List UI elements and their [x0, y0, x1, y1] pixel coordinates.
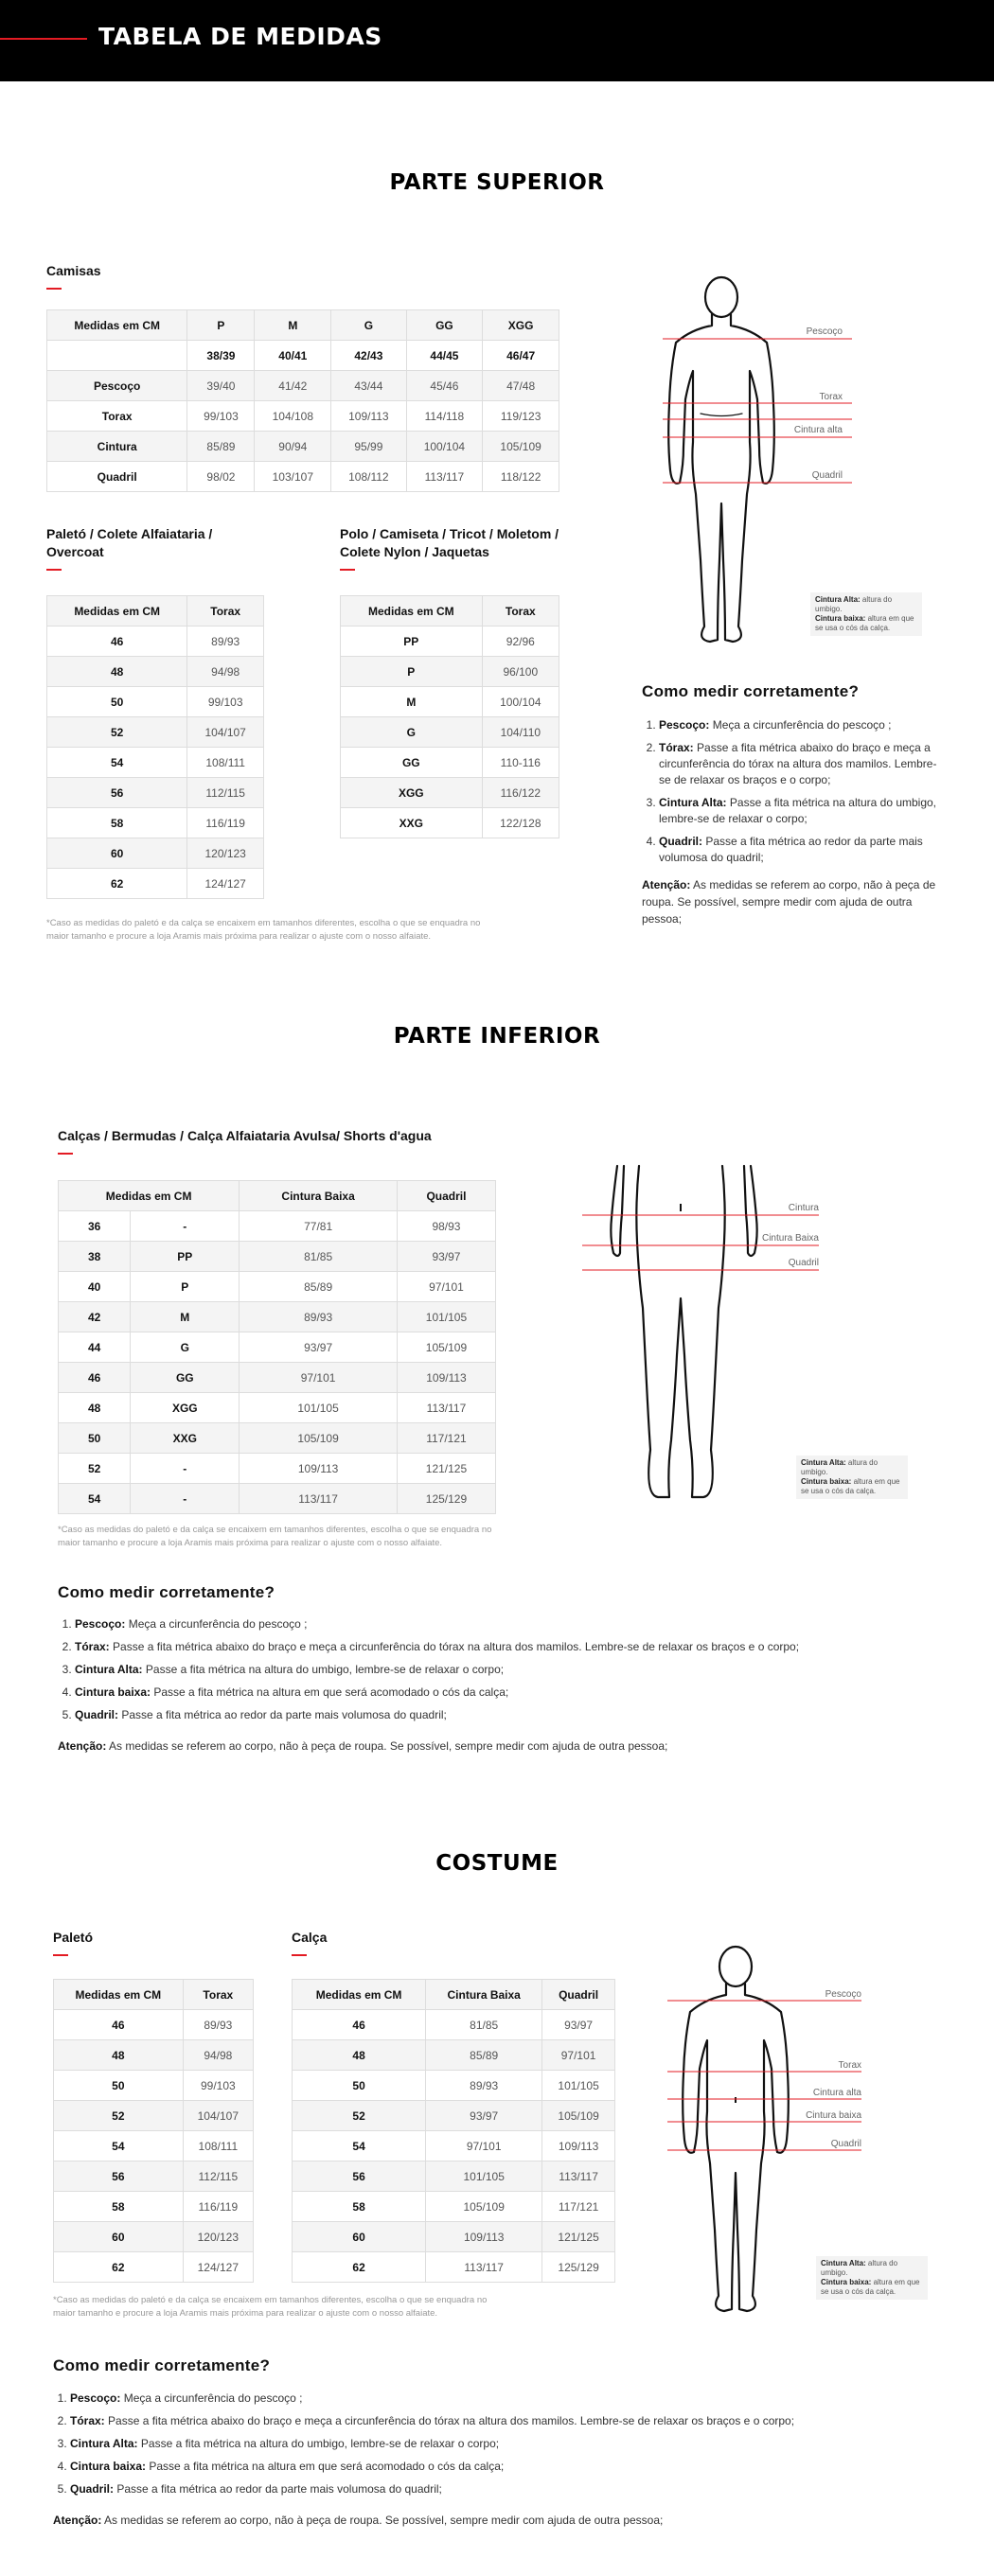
table-cell: 58 — [293, 2192, 426, 2222]
table-cell: 48 — [293, 2040, 426, 2071]
table-row — [47, 657, 264, 687]
table-cell: 97/101 — [426, 2131, 542, 2161]
table-row — [293, 2071, 615, 2101]
table-cell: 105/109 — [397, 1332, 495, 1363]
table-cell: 40 — [59, 1272, 131, 1302]
table-cell: 124/127 — [187, 869, 264, 899]
table-cell: 89/93 — [426, 2071, 542, 2101]
table-cell: 56 — [54, 2161, 184, 2192]
table-header-row — [59, 1181, 496, 1211]
table-paleto — [46, 595, 264, 899]
table-cell: XXG — [341, 808, 483, 838]
label-pescoco: Pescoço — [806, 326, 843, 337]
table-cell: 89/93 — [240, 1302, 398, 1332]
table-cell: 50 — [293, 2071, 426, 2101]
table-cell: 93/97 — [240, 1332, 398, 1363]
table-cell: 44 — [59, 1332, 131, 1363]
table-row — [59, 1211, 496, 1242]
subtitle-camisas: Camisas — [46, 262, 330, 290]
subtitle-polo: Polo / Camiseta / Tricot / Moletom / Colete Nylon / Jaquetas — [340, 525, 567, 571]
table-row — [54, 2040, 254, 2071]
table-cell: 58 — [54, 2192, 184, 2222]
page-header — [0, 0, 994, 81]
table-cell: 60 — [47, 838, 187, 869]
table-cell: 81/85 — [426, 2010, 542, 2040]
table-row: 38/39 40/41 42/43 44/45 46/47 — [47, 341, 559, 371]
table-row — [59, 1302, 496, 1332]
table-cell: 52 — [293, 2101, 426, 2131]
header-accent-line — [0, 38, 87, 40]
table-cell: 89/93 — [187, 626, 264, 657]
table-row — [59, 1242, 496, 1272]
label-cintura-baixa: Cintura Baixa — [761, 1233, 819, 1244]
table-row — [54, 2071, 254, 2101]
table-costume-calca — [292, 1979, 615, 2283]
table-camisas — [46, 309, 559, 492]
table-cell: 113/117 — [240, 1484, 398, 1514]
subtitle-costume-paleto: Paletó — [53, 1929, 93, 1956]
body-outline — [683, 1947, 789, 2311]
table-cell: 77/81 — [240, 1211, 398, 1242]
table-row: Quadril 98/02 103/107 108/112 113/117 118/122 — [47, 462, 559, 492]
table-row — [293, 2161, 615, 2192]
table-cell: P — [131, 1272, 240, 1302]
table-cell: 92/96 — [482, 626, 559, 657]
page-title: TABELA DE MEDIDAS — [98, 23, 382, 50]
howto-list-costume — [53, 2391, 933, 2504]
table-row — [47, 778, 264, 808]
table-header-cell: Torax — [482, 596, 559, 626]
table-cell: 109/113 — [240, 1454, 398, 1484]
table-cell: 54 — [293, 2131, 426, 2161]
table-row — [59, 1332, 496, 1363]
table-cell: P — [341, 657, 483, 687]
table-cell: 121/125 — [542, 2222, 615, 2252]
table-cell: 58 — [47, 808, 187, 838]
table-cell: 52 — [59, 1454, 131, 1484]
table-cell: 46 — [293, 2010, 426, 2040]
attention-note-costume: Atenção: As medidas se referem ao corpo, não à peça de roupa. Se possível, sempre medir com ajuda de outra pessoa; — [53, 2514, 664, 2527]
list-item: 4. Cintura baixa: Passe a fita métrica na altura em que será acomodado o cós da calça; — [75, 1685, 938, 1701]
section-title-superior: PARTE SUPERIOR — [389, 170, 605, 195]
table-cell: - — [131, 1454, 240, 1484]
table-row — [54, 2131, 254, 2161]
table-row — [293, 2010, 615, 2040]
table-cell: 101/105 — [397, 1302, 495, 1332]
table-cell: 117/121 — [542, 2192, 615, 2222]
table-header-row — [54, 1980, 254, 2010]
table-cell: 38 — [59, 1242, 131, 1272]
howto-list-superior — [642, 717, 947, 873]
table-cell: 104/107 — [183, 2101, 253, 2131]
table-row — [341, 626, 559, 657]
table-cell: 96/100 — [482, 657, 559, 687]
subtitle-calcas: Calças / Bermudas / Calça Alfaiataria Avulsa/ Shorts d'agua — [58, 1127, 493, 1155]
table-cell: 94/98 — [187, 657, 264, 687]
table-cell: 54 — [59, 1484, 131, 1514]
table-header-cell: Medidas em CM — [59, 1181, 240, 1211]
table-cell: 62 — [293, 2252, 426, 2283]
table-row — [59, 1363, 496, 1393]
table-cell: 54 — [47, 748, 187, 778]
label-torax: Torax — [819, 392, 843, 402]
table-cell: G — [131, 1332, 240, 1363]
table-cell: 125/129 — [397, 1484, 495, 1514]
table-cell: 100/104 — [482, 687, 559, 717]
table-cell: 98/93 — [397, 1211, 495, 1242]
table-cell: 46 — [54, 2010, 184, 2040]
list-item: 2. Tórax: Passe a fita métrica abaixo do braço e meça a circunferência do tórax na altura dos mamilos. Lembre-se de relaxar os braços e o corpo; — [75, 1639, 938, 1655]
table-cell: 52 — [47, 717, 187, 748]
table-cell: 109/113 — [542, 2131, 615, 2161]
table-cell: 97/101 — [542, 2040, 615, 2071]
list-item: 1. Pescoço: Meça a circunferência do pescoço ; — [75, 1616, 938, 1632]
table-cell: 48 — [47, 657, 187, 687]
table-header-cell: Medidas em CM — [54, 1980, 184, 2010]
table-row — [341, 808, 559, 838]
table-cell: 105/109 — [240, 1423, 398, 1454]
table-row — [59, 1272, 496, 1302]
list-item: 3. Cintura Alta: Passe a fita métrica na altura do umbigo, lembre-se de relaxar o corpo; — [70, 2436, 933, 2452]
table-header-cell: Medidas em CM — [47, 596, 187, 626]
figure-note: Cintura Alta: altura do umbigo. Cintura baixa: altura em que se usa o cós da calça. — [796, 1456, 908, 1499]
table-row — [341, 778, 559, 808]
table-row — [47, 626, 264, 657]
table-cell: 109/113 — [426, 2222, 542, 2252]
table-header-cell: Medidas em CM — [341, 596, 483, 626]
label-cintura-alta: Cintura alta — [812, 2088, 861, 2098]
table-cell: 116/119 — [183, 2192, 253, 2222]
table-cell: - — [131, 1484, 240, 1514]
table-header-cell: Torax — [183, 1980, 253, 2010]
table-cell: 121/125 — [397, 1454, 495, 1484]
table-cell: 50 — [59, 1423, 131, 1454]
footnote: *Caso as medidas do paletó e da calça se encaixem em tamanhos diferentes, escolha o que se enquadra no maior tamanho e procure a loja Aramis mais próxima para realizar o ajuste com o nosso alfaiate. — [53, 2295, 488, 2319]
table-row — [341, 717, 559, 748]
table-cell: 124/127 — [183, 2252, 253, 2283]
table-cell: 101/105 — [240, 1393, 398, 1423]
section-title-costume: COSTUME — [435, 1851, 559, 1876]
table-row — [54, 2101, 254, 2131]
table-cell: XGG — [131, 1393, 240, 1423]
table-cell: 110-116 — [482, 748, 559, 778]
table-cell: 81/85 — [240, 1242, 398, 1272]
list-item: 4. Cintura baixa: Passe a fita métrica na altura em que será acomodado o cós da calça; — [70, 2459, 933, 2475]
table-row — [293, 2252, 615, 2283]
table-cell: 62 — [54, 2252, 184, 2283]
attention-note-inferior: Atenção: As medidas se referem ao corpo, não à peça de roupa. Se possível, sempre medir com ajuda de outra pessoa; — [58, 1739, 668, 1753]
table-row: Medidas em CM P M G GG XGG — [47, 310, 559, 341]
table-header-cell: Medidas em CM — [293, 1980, 426, 2010]
subtitle-costume-calca: Calça — [292, 1929, 327, 1956]
table-cell: 108/111 — [183, 2131, 253, 2161]
table-header-cell: Quadril — [397, 1181, 495, 1211]
table-header-cell: Cintura Baixa — [426, 1980, 542, 2010]
howto-title-superior: Como medir corretamente? — [642, 682, 860, 700]
table-cell: 93/97 — [426, 2101, 542, 2131]
list-item: 5. Quadril: Passe a fita métrica ao redor da parte mais volumosa do quadril; — [70, 2481, 933, 2497]
table-cell: 85/89 — [240, 1272, 398, 1302]
table-cell: 60 — [293, 2222, 426, 2252]
table-cell: 101/105 — [542, 2071, 615, 2101]
table-cell: 120/123 — [183, 2222, 253, 2252]
table-cell: 52 — [54, 2101, 184, 2131]
table-cell: 113/117 — [542, 2161, 615, 2192]
table-row — [54, 2161, 254, 2192]
table-cell: 54 — [54, 2131, 184, 2161]
table-row: Pescoço 39/40 41/42 43/44 45/46 47/48 — [47, 371, 559, 401]
table-cell: 97/101 — [397, 1272, 495, 1302]
table-cell: 112/115 — [187, 778, 264, 808]
list-item: 5. Quadril: Passe a fita métrica ao redor da parte mais volumosa do quadril; — [75, 1707, 938, 1723]
table-header-cell: Cintura Baixa — [240, 1181, 398, 1211]
label-cintura-alta: Cintura alta — [793, 425, 843, 435]
table-cell: PP — [341, 626, 483, 657]
table-cell: 101/105 — [426, 2161, 542, 2192]
table-header-row — [47, 596, 264, 626]
table-row — [54, 2222, 254, 2252]
label-pescoco: Pescoço — [825, 1989, 861, 2000]
table-cell: M — [341, 687, 483, 717]
table-row — [47, 838, 264, 869]
table-cell: 46 — [47, 626, 187, 657]
table-row — [54, 2192, 254, 2222]
table-row — [47, 717, 264, 748]
table-cell: 104/110 — [482, 717, 559, 748]
list-item: 3. Cintura Alta: Passe a fita métrica na altura do umbigo, lembre-se de relaxar o corpo; — [75, 1662, 938, 1678]
howto-list-inferior — [58, 1616, 938, 1730]
figure-note: Cintura Alta: altura do umbigo. Cintura baixa: altura em que se usa o cós da calça. — [810, 592, 922, 636]
table-cell: 85/89 — [426, 2040, 542, 2071]
table-cell: 116/119 — [187, 808, 264, 838]
attention-note-superior: Atenção: As medidas se referem ao corpo, não à peça de roupa. Se possível, sempre medir com ajuda de outra pessoa; — [642, 878, 936, 926]
table-cell: 89/93 — [183, 2010, 253, 2040]
list-item: 3. Cintura Alta: Passe a fita métrica na altura do umbigo, lembre-se de relaxar o corpo; — [659, 795, 947, 827]
table-cell: GG — [341, 748, 483, 778]
list-item: 2. Tórax: Passe a fita métrica abaixo do braço e meça a circunferência do tórax na altura dos mamilos. Lembre-se de relaxar os braços e o corpo; — [659, 740, 947, 788]
table-cell: 105/109 — [426, 2192, 542, 2222]
table-cell: GG — [131, 1363, 240, 1393]
table-cell: 50 — [47, 687, 187, 717]
table-cell: 62 — [47, 869, 187, 899]
howto-title-costume: Como medir corretamente? — [53, 2356, 271, 2374]
list-item: 1. Pescoço: Meça a circunferência do pescoço ; — [659, 717, 947, 733]
table-row — [293, 2222, 615, 2252]
table-cell: 56 — [293, 2161, 426, 2192]
figure-note: Cintura Alta: altura do umbigo. Cintura baixa: altura em que se usa o cós da calça. — [816, 2256, 928, 2300]
table-row — [59, 1454, 496, 1484]
table-row — [341, 687, 559, 717]
table-row — [293, 2040, 615, 2071]
label-quadril: Quadril — [811, 470, 843, 481]
table-costume-paleto — [53, 1979, 254, 2283]
table-header-row — [293, 1980, 615, 2010]
list-item: 4. Quadril: Passe a fita métrica ao redor da parte mais volumosa do quadril; — [659, 834, 947, 866]
table-cell: 125/129 — [542, 2252, 615, 2283]
table-cell: XXG — [131, 1423, 240, 1454]
table-row — [47, 687, 264, 717]
table-row — [47, 808, 264, 838]
table-cell: 120/123 — [187, 838, 264, 869]
table-header-cell: Quadril — [542, 1980, 615, 2010]
footnote: *Caso as medidas do paletó e da calça se encaixem em tamanhos diferentes, escolha o que se enquadra no maior tamanho e procure a loja Aramis mais próxima para realizar o ajuste com o nosso alfaiate. — [46, 918, 481, 942]
table-cell: 97/101 — [240, 1363, 398, 1393]
table-row — [59, 1484, 496, 1514]
footnote: *Caso as medidas do paletó e da calça se encaixem em tamanhos diferentes, escolha o que se enquadra no maior tamanho e procure a loja Aramis mais próxima para realizar o ajuste com o nosso alfaiate. — [58, 1525, 492, 1548]
table-row — [54, 2252, 254, 2283]
table-cell: 48 — [54, 2040, 184, 2071]
table-cell: M — [131, 1302, 240, 1332]
table-cell: 36 — [59, 1211, 131, 1242]
table-cell: 50 — [54, 2071, 184, 2101]
table-row — [59, 1393, 496, 1423]
table-row: Cintura 85/89 90/94 95/99 100/104 105/109 — [47, 432, 559, 462]
table-row — [293, 2192, 615, 2222]
label-cintura: Cintura — [788, 1203, 819, 1213]
table-cell: - — [131, 1211, 240, 1242]
table-row — [293, 2101, 615, 2131]
table-cell: XGG — [341, 778, 483, 808]
table-row — [293, 2131, 615, 2161]
table-row — [341, 748, 559, 778]
table-cell: 117/121 — [397, 1423, 495, 1454]
table-row — [54, 2010, 254, 2040]
table-cell: 48 — [59, 1393, 131, 1423]
table-cell: 108/111 — [187, 748, 264, 778]
table-cell: 93/97 — [542, 2010, 615, 2040]
body-outline — [668, 277, 774, 642]
table-polo — [340, 595, 559, 838]
table-cell: 46 — [59, 1363, 131, 1393]
table-cell: PP — [131, 1242, 240, 1272]
section-title-inferior: PARTE INFERIOR — [393, 1024, 601, 1049]
subtitle-paleto: Paletó / Colete Alfaiataria / Overcoat — [46, 525, 245, 571]
table-cell: 93/97 — [397, 1242, 495, 1272]
label-quadril: Quadril — [830, 2139, 861, 2149]
table-cell: 94/98 — [183, 2040, 253, 2071]
table-cell: 56 — [47, 778, 187, 808]
table-cell: 112/115 — [183, 2161, 253, 2192]
table-header-cell: Torax — [187, 596, 264, 626]
table-row — [47, 748, 264, 778]
table-calcas — [58, 1180, 496, 1514]
table-cell: 122/128 — [482, 808, 559, 838]
table-cell: 105/109 — [542, 2101, 615, 2131]
table-cell: G — [341, 717, 483, 748]
table-cell: 60 — [54, 2222, 184, 2252]
table-cell: 109/113 — [397, 1363, 495, 1393]
table-cell: 113/117 — [397, 1393, 495, 1423]
table-cell: 104/107 — [187, 717, 264, 748]
table-cell: 42 — [59, 1302, 131, 1332]
table-row — [47, 869, 264, 899]
table-header-row — [341, 596, 559, 626]
list-item: 2. Tórax: Passe a fita métrica abaixo do braço e meça a circunferência do tórax na altura dos mamilos. Lembre-se de relaxar os braços e o corpo; — [70, 2413, 933, 2429]
table-cell: 113/117 — [426, 2252, 542, 2283]
table-row: Torax 99/103 104/108 109/113 114/118 119/123 — [47, 401, 559, 432]
label-quadril: Quadril — [788, 1258, 819, 1268]
table-cell: 99/103 — [187, 687, 264, 717]
table-row — [59, 1423, 496, 1454]
table-cell: 116/122 — [482, 778, 559, 808]
table-row — [341, 657, 559, 687]
howto-title-inferior: Como medir corretamente? — [58, 1583, 275, 1601]
list-item: 1. Pescoço: Meça a circunferência do pescoço ; — [70, 2391, 933, 2407]
table-cell: 99/103 — [183, 2071, 253, 2101]
label-cintura-baixa: Cintura baixa — [806, 2110, 861, 2121]
label-torax: Torax — [838, 2060, 861, 2071]
